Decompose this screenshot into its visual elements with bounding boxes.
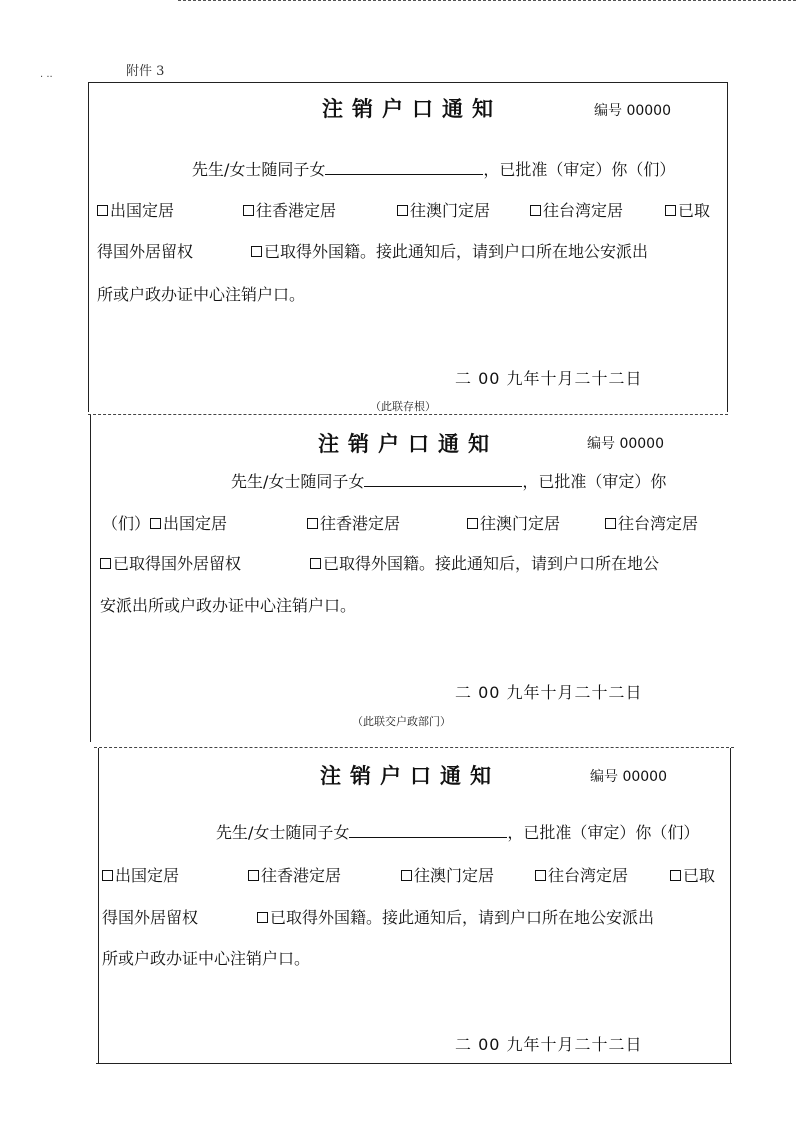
- checkbox-icon[interactable]: [97, 205, 108, 216]
- notice-title-1: 注销户口通知: [322, 97, 502, 121]
- checkbox-icon[interactable]: [397, 205, 408, 216]
- name-blank-field[interactable]: [349, 823, 507, 838]
- notice-line1-1: [192, 160, 675, 180]
- line1-prefix: 先生/女士随同子女: [192, 160, 326, 179]
- options-row-2b-1: [251, 242, 648, 262]
- option-foreign-residency[interactable]: 已取: [665, 201, 710, 221]
- option-macau[interactable]: 往澳门定居: [401, 866, 494, 886]
- checkbox-icon[interactable]: [670, 870, 681, 881]
- frame-top-line: [88, 82, 728, 83]
- options-row-1: [97, 201, 174, 221]
- options-row-1d-2: [605, 514, 698, 534]
- option-foreign-residency-cont: 得国外居留权: [102, 908, 199, 927]
- name-blank-field[interactable]: [325, 160, 483, 175]
- checkbox-icon[interactable]: [307, 518, 318, 529]
- serial-number-1: 编号 00000: [594, 103, 671, 119]
- options-row-2b-3: [257, 908, 654, 928]
- notice-line1-2: [231, 472, 666, 492]
- checkbox-icon[interactable]: [665, 205, 676, 216]
- option-foreign-nationality[interactable]: 已取得外国籍: [310, 554, 419, 574]
- options-row-1e-3: [670, 866, 715, 886]
- attachment-label: 附件 3: [126, 64, 165, 79]
- options-row-1c-3: [401, 866, 494, 886]
- notice-date-3: 二 00 九年十月二十二日: [455, 1035, 643, 1054]
- checkbox-icon[interactable]: [605, 518, 616, 529]
- options-row-2b-2: [310, 554, 659, 574]
- instruction-end-1: 所或户政办证中心注销户口。: [97, 285, 306, 304]
- options-row-1c-2: [467, 514, 560, 534]
- scan-marks: · ··: [40, 72, 53, 83]
- scan-edge-line: [178, 0, 796, 1]
- frame-right-line-1: [727, 82, 728, 412]
- frame-left-line-1: [88, 82, 89, 412]
- options-row-2-2: [100, 554, 241, 574]
- instruction-end-3: 所或户政办证中心注销户口。: [102, 949, 311, 968]
- checkbox-icon[interactable]: [467, 518, 478, 529]
- stub-note-1: （此联存根）: [370, 400, 436, 413]
- stub-note-2: （此联交户政部门）: [352, 715, 451, 728]
- options-row-2-3: [102, 908, 198, 928]
- option-foreign-residency[interactable]: 已取得国外居留权: [100, 554, 241, 574]
- notice-title-2: 注销户口通知: [318, 432, 498, 456]
- option-taiwan[interactable]: 往台湾定居: [605, 514, 698, 534]
- options-row-1c: [397, 201, 490, 221]
- option-emigrate[interactable]: 出国定居: [102, 866, 179, 886]
- notice-title-3: 注销户口通知: [320, 764, 500, 788]
- option-hongkong[interactable]: 往香港定居: [248, 866, 341, 886]
- frame-bottom-line: [96, 1063, 732, 1064]
- line1-prefix: 先生/女士随同子女: [216, 823, 350, 842]
- options-row-2-1: [97, 242, 193, 262]
- option-hongkong[interactable]: 往香港定居: [243, 201, 336, 221]
- options-row-1e: [665, 201, 710, 221]
- instruction-text: 。接此通知后，请到户口所在地公安派出: [360, 242, 649, 261]
- serial-number-3: 编号 00000: [590, 769, 667, 785]
- notice-line1-3: [216, 823, 699, 843]
- checkbox-icon[interactable]: [248, 870, 259, 881]
- options-row-1b-2: [307, 514, 400, 534]
- notice-date-2: 二 00 九年十月二十二日: [455, 683, 643, 702]
- line1-suffix: ，已批准（审定）你: [522, 472, 667, 491]
- option-hongkong[interactable]: 往香港定居: [307, 514, 400, 534]
- tear-line-2: [94, 747, 734, 748]
- options-row-1d: [530, 201, 623, 221]
- options-row-1-3: [102, 866, 179, 886]
- line2-prefix: （们）: [102, 514, 151, 533]
- options-row-1b: [243, 201, 336, 221]
- frame-left-line-2: [90, 414, 91, 742]
- instruction-text: 。接此通知后，请到户口所在地公安派出: [366, 908, 655, 927]
- checkbox-icon[interactable]: [401, 870, 412, 881]
- option-foreign-nationality[interactable]: 已取得外国籍: [251, 242, 360, 262]
- option-macau[interactable]: 往澳门定居: [397, 201, 490, 221]
- instruction-end-2: 安派出所或户政办证中心注销户口。: [100, 596, 357, 615]
- checkbox-icon[interactable]: [102, 870, 113, 881]
- options-row-1b-3: [248, 866, 341, 886]
- frame-right-line-3: [730, 748, 731, 1063]
- option-emigrate[interactable]: 出国定居: [97, 201, 174, 221]
- option-macau[interactable]: 往澳门定居: [467, 514, 560, 534]
- instruction-text: 。接此通知后，请到户口所在地公: [419, 554, 660, 573]
- option-taiwan[interactable]: 往台湾定居: [535, 866, 628, 886]
- option-foreign-nationality[interactable]: 已取得外国籍: [257, 908, 366, 928]
- options-row-1d-3: [535, 866, 628, 886]
- notice-date-1: 二 00 九年十月二十二日: [455, 369, 643, 388]
- option-emigrate[interactable]: 出国定居: [150, 514, 227, 534]
- checkbox-icon[interactable]: [257, 912, 268, 923]
- checkbox-icon[interactable]: [100, 558, 111, 569]
- checkbox-icon[interactable]: [535, 870, 546, 881]
- line1-suffix: ，已批准（审定）你（们）: [483, 160, 676, 179]
- option-foreign-residency[interactable]: 已取: [670, 866, 715, 886]
- checkbox-icon[interactable]: [310, 558, 321, 569]
- checkbox-icon[interactable]: [530, 205, 541, 216]
- checkbox-icon[interactable]: [243, 205, 254, 216]
- line1-suffix: ，已批准（审定）你（们）: [507, 823, 700, 842]
- checkbox-icon[interactable]: [150, 518, 161, 529]
- options-row-1-2: [102, 514, 227, 534]
- name-blank-field[interactable]: [364, 472, 522, 487]
- frame-left-line-3: [98, 748, 99, 1063]
- checkbox-icon[interactable]: [251, 246, 262, 257]
- line1-prefix: 先生/女士随同子女: [231, 472, 365, 491]
- tear-line-1: [88, 414, 728, 415]
- option-taiwan[interactable]: 往台湾定居: [530, 201, 623, 221]
- serial-number-2: 编号 00000: [587, 436, 664, 452]
- option-foreign-residency-cont: 得国外居留权: [97, 242, 194, 261]
